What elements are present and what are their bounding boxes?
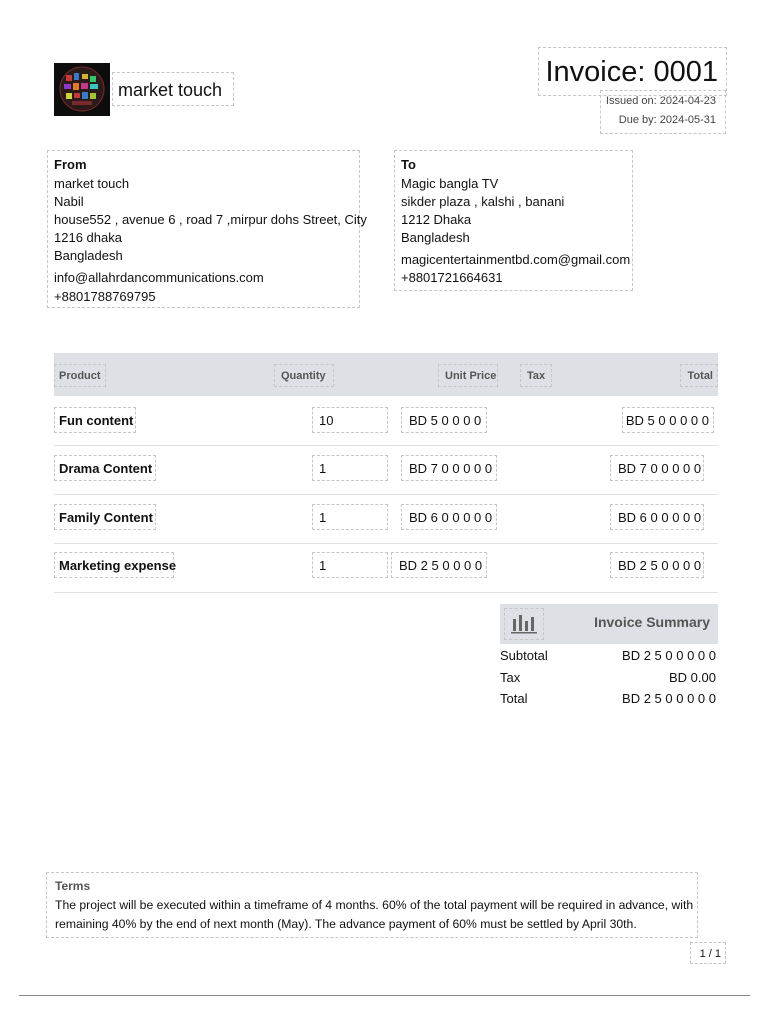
to-email: magicentertainmentbd.com@gmail.com <box>401 252 631 267</box>
line-total-value: BD 2 5 0 0 0 0 <box>610 552 704 578</box>
quantity-value: 10 <box>312 407 388 433</box>
issued-date: Issued on: 2024-04-23 <box>605 95 716 107</box>
column-header-unit-price: Unit Price <box>438 364 498 387</box>
to-address-block <box>394 150 633 291</box>
bar-chart-icon <box>504 608 544 640</box>
unit-price-value: BD 5 0 0 0 0 <box>401 407 487 433</box>
invoice-dates <box>600 90 726 134</box>
summary-row-tax <box>496 668 718 689</box>
to-line: Magic bangla TV <box>401 176 499 191</box>
to-line: sikder plaza , kalshi , banani <box>401 194 565 209</box>
column-header-quantity: Quantity <box>274 364 334 387</box>
from-email: info@allahrdancommunications.com <box>54 270 264 285</box>
table-row <box>54 543 718 593</box>
to-heading: To <box>401 157 416 172</box>
subtotal-label: Subtotal <box>500 648 548 663</box>
summary-row-total <box>496 689 718 710</box>
column-header-total: Total <box>680 364 718 387</box>
subtotal-value: BD 2 5 0 0 0 0 0 <box>622 648 716 663</box>
product-name: Family Content <box>54 504 156 530</box>
summary-title: Invoice Summary <box>594 614 710 630</box>
invoice-title: Invoice: 0001 <box>545 56 718 88</box>
unit-price-value: BD 7 0 0 0 0 0 <box>401 455 497 481</box>
from-line: market touch <box>54 176 130 191</box>
from-line: Bangladesh <box>54 248 123 263</box>
footer-divider <box>19 995 750 996</box>
from-phone: +8801788769795 <box>54 289 156 304</box>
unit-price-value: BD 2 5 0 0 0 0 <box>391 552 487 578</box>
from-line: house552 , avenue 6 , road 7 ,mirpur dohs Street, City <box>54 212 367 227</box>
page-number: 1 / 1 <box>690 942 726 964</box>
line-total-value: BD 5 0 0 0 0 0 <box>622 407 714 433</box>
tax-value <box>520 552 552 578</box>
to-line: Bangladesh <box>401 230 470 245</box>
to-phone: +8801721664631 <box>401 270 503 285</box>
due-date: Due by: 2024-05-31 <box>618 114 716 126</box>
grand-total-value: BD 2 5 0 0 0 0 0 <box>622 691 716 706</box>
to-line: 1212 Dhaka <box>401 212 472 227</box>
line-total-value: BD 6 0 0 0 0 0 <box>610 504 704 530</box>
from-heading: From <box>54 157 87 172</box>
product-name: Marketing expense <box>54 552 174 578</box>
quantity-value: 1 <box>312 455 388 481</box>
items-table-header <box>54 353 718 396</box>
quantity-value: 1 <box>312 504 388 530</box>
tax-total-value: BD 0.00 <box>669 670 716 685</box>
tax-label: Tax <box>500 670 521 685</box>
terms-block <box>46 872 698 938</box>
unit-price-value: BD 6 0 0 0 0 0 <box>401 504 497 530</box>
invoice-summary-header <box>500 604 718 644</box>
column-header-product: Product <box>54 364 106 387</box>
table-row <box>54 494 718 544</box>
tax-value <box>520 455 552 481</box>
product-name: Drama Content <box>54 455 156 481</box>
company-logo <box>54 63 110 116</box>
tax-value <box>520 407 552 433</box>
tax-value <box>520 504 552 530</box>
summary-row-subtotal <box>496 646 718 667</box>
from-line: 1216 dhaka <box>54 230 122 245</box>
company-name: market touch <box>112 72 234 106</box>
table-row <box>54 396 718 446</box>
terms-title: Terms <box>55 879 91 893</box>
line-total-value: BD 7 0 0 0 0 0 <box>610 455 704 481</box>
column-header-tax: Tax <box>520 364 552 387</box>
product-name: Fun content <box>54 407 136 433</box>
total-label: Total <box>500 691 528 706</box>
from-line: Nabil <box>54 194 84 209</box>
terms-text: The project will be executed within a timeframe of 4 months. 60% of the total payment will be required in advance, with remaining 40% by the end of next month (May). The advance payment of 60% must be settled by April 30th. <box>55 898 694 931</box>
from-address-block <box>47 150 367 308</box>
quantity-value: 1 <box>312 552 388 578</box>
invoice-title-box <box>538 47 727 96</box>
table-row <box>54 445 718 495</box>
